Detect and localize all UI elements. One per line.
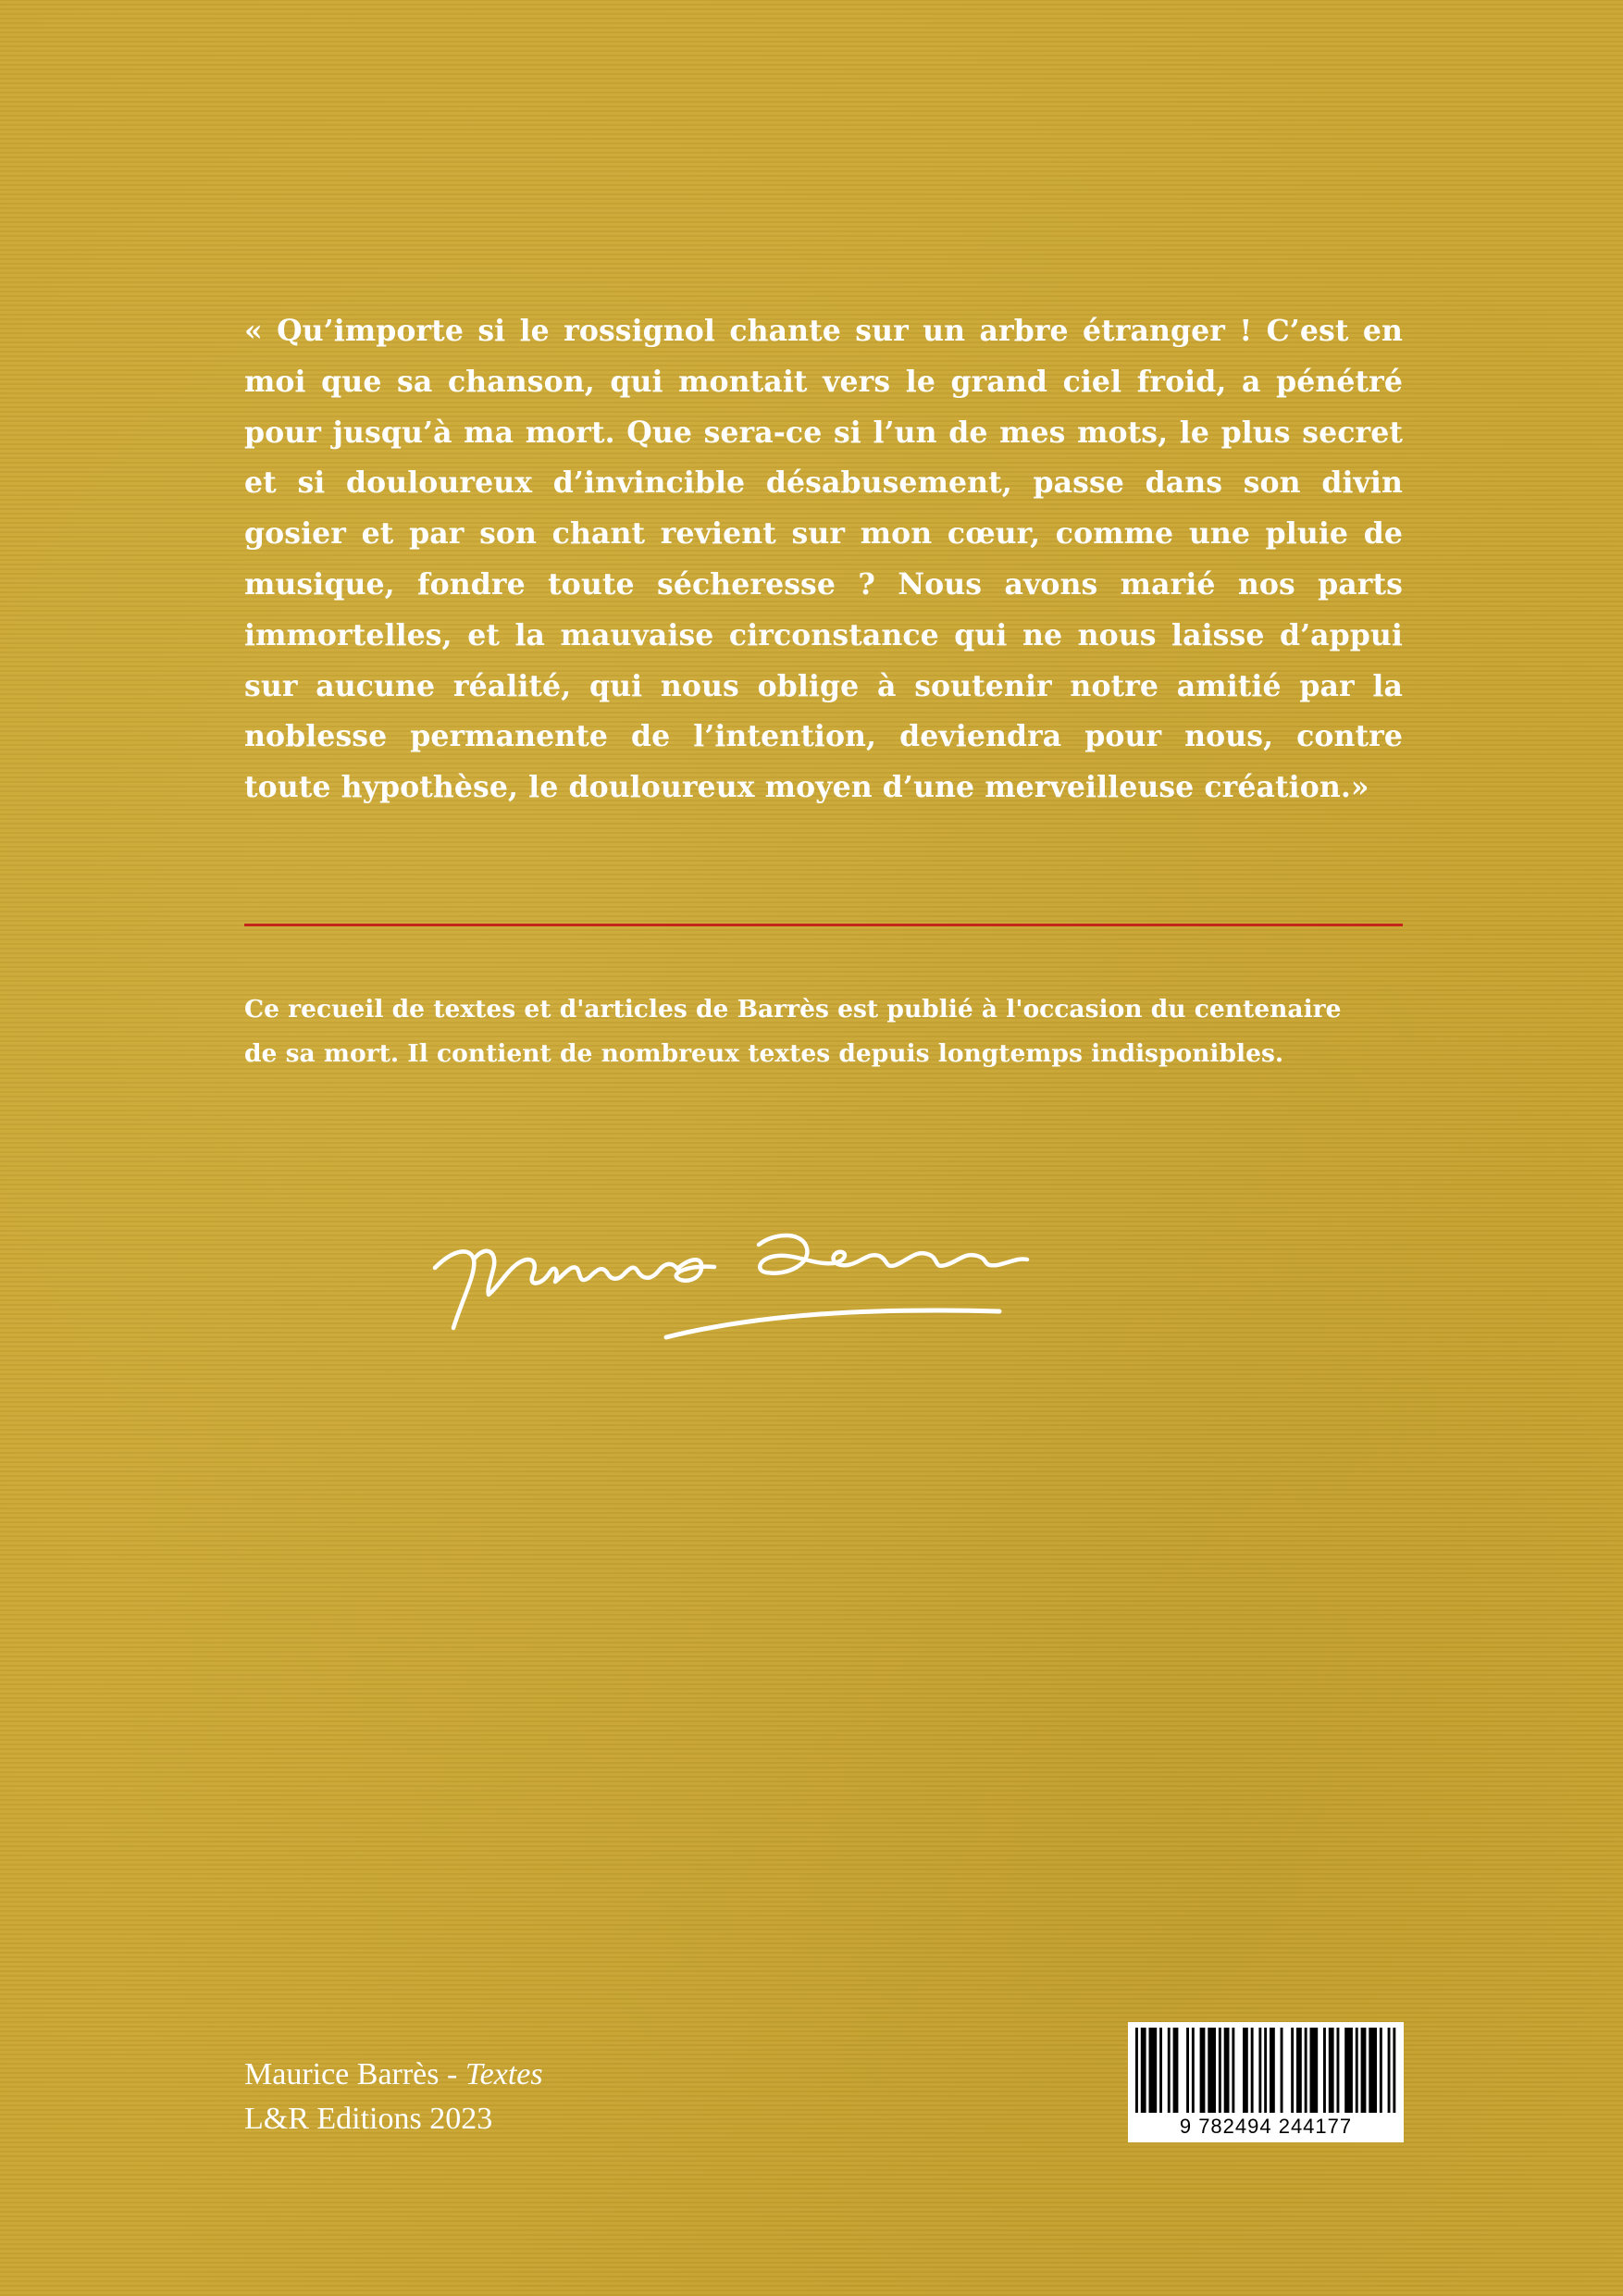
barcode-bar: [1192, 2028, 1195, 2113]
imprint-author-title: [244, 2053, 543, 2097]
blurb: [244, 987, 1410, 1076]
barcode-bar: [1369, 2028, 1377, 2113]
barcode-bar: [1270, 2028, 1275, 2113]
signature-image: [426, 1198, 1166, 1347]
barcode-bar: [1264, 2028, 1267, 2113]
imprint: [244, 2053, 543, 2141]
barcode-bar: [1168, 2028, 1171, 2113]
barcode-bar: [1173, 2028, 1179, 2113]
barcode-bar: [1200, 2028, 1206, 2113]
barcode-bar: [1323, 2028, 1326, 2113]
barcode-bar: [1310, 2028, 1319, 2113]
barcode-bar: [1393, 2028, 1395, 2113]
barcode-bar: [1329, 2028, 1334, 2113]
isbn-barcode: [1128, 2022, 1404, 2142]
barcode-bar: [1388, 2028, 1391, 2113]
barcode-digits: 9 782494 244177: [1179, 2115, 1353, 2138]
barcode-bar: [1141, 2028, 1146, 2113]
barcode-bar: [1149, 2028, 1158, 2113]
barcode-bars: [1135, 2028, 1396, 2113]
barcode-bar: [1232, 2028, 1234, 2113]
barcode-bar: [1219, 2028, 1221, 2113]
barcode-bar: [1380, 2028, 1382, 2113]
barcode-bar: [1296, 2028, 1302, 2113]
barcode-bar: [1305, 2028, 1307, 2113]
barcode-bar: [1224, 2028, 1230, 2113]
blurb-line-1: Ce recueil de textes et d'articles de Barrès est publié à l'occasion du centenaire: [244, 995, 1342, 1024]
barcode-bar: [1186, 2028, 1189, 2113]
barcode-bar: [1208, 2028, 1216, 2113]
red-divider: [244, 924, 1403, 926]
barcode-bar: [1291, 2028, 1294, 2113]
barcode-bar: [1243, 2028, 1248, 2113]
barcode-bar: [1258, 2028, 1261, 2113]
barcode-bar: [1356, 2028, 1358, 2113]
imprint-title: Textes: [465, 2057, 543, 2091]
barcode-bar: [1344, 2028, 1353, 2113]
blurb-line-2: de sa mort. Il contient de nombreux textes depuis longtemps indisponibles.: [244, 1039, 1284, 1068]
imprint-author: Maurice Barrès -: [244, 2057, 465, 2091]
imprint-publisher: L&R Editions 2023: [244, 2102, 493, 2136]
barcode-bar: [1337, 2028, 1340, 2113]
barcode-bar: [1135, 2028, 1138, 2113]
quote-text: « Qu’importe si le rossignol chante sur un arbre étranger ! C’est en moi que sa chanson, qui montait vers le grand ciel froid, a pénétré pour jusqu’à ma mort. Que sera-ce si l’un de mes mots, le plus secret et si douloureux d’invincible désabusement, passe dans son divin gosier et par son chant revient sur mon cœur, comme une pluie de musique, fondre toute sécheresse ? Nous avons marié nos parts immortelles, et la mauvaise circonstance qui ne nous laisse d’appui sur aucune réalité, qui nous oblige à soutenir notre amitié par la noblesse permanente de l’intention, deviendra pour nous, contre toute hypothèse, le douloureux moyen d’une merveilleuse création.»: [244, 314, 1403, 805]
barcode-bar: [1361, 2028, 1367, 2113]
barcode-bar: [1159, 2028, 1162, 2113]
barcode-bar: [1281, 2028, 1283, 2113]
barcode-bar: [1251, 2028, 1254, 2113]
